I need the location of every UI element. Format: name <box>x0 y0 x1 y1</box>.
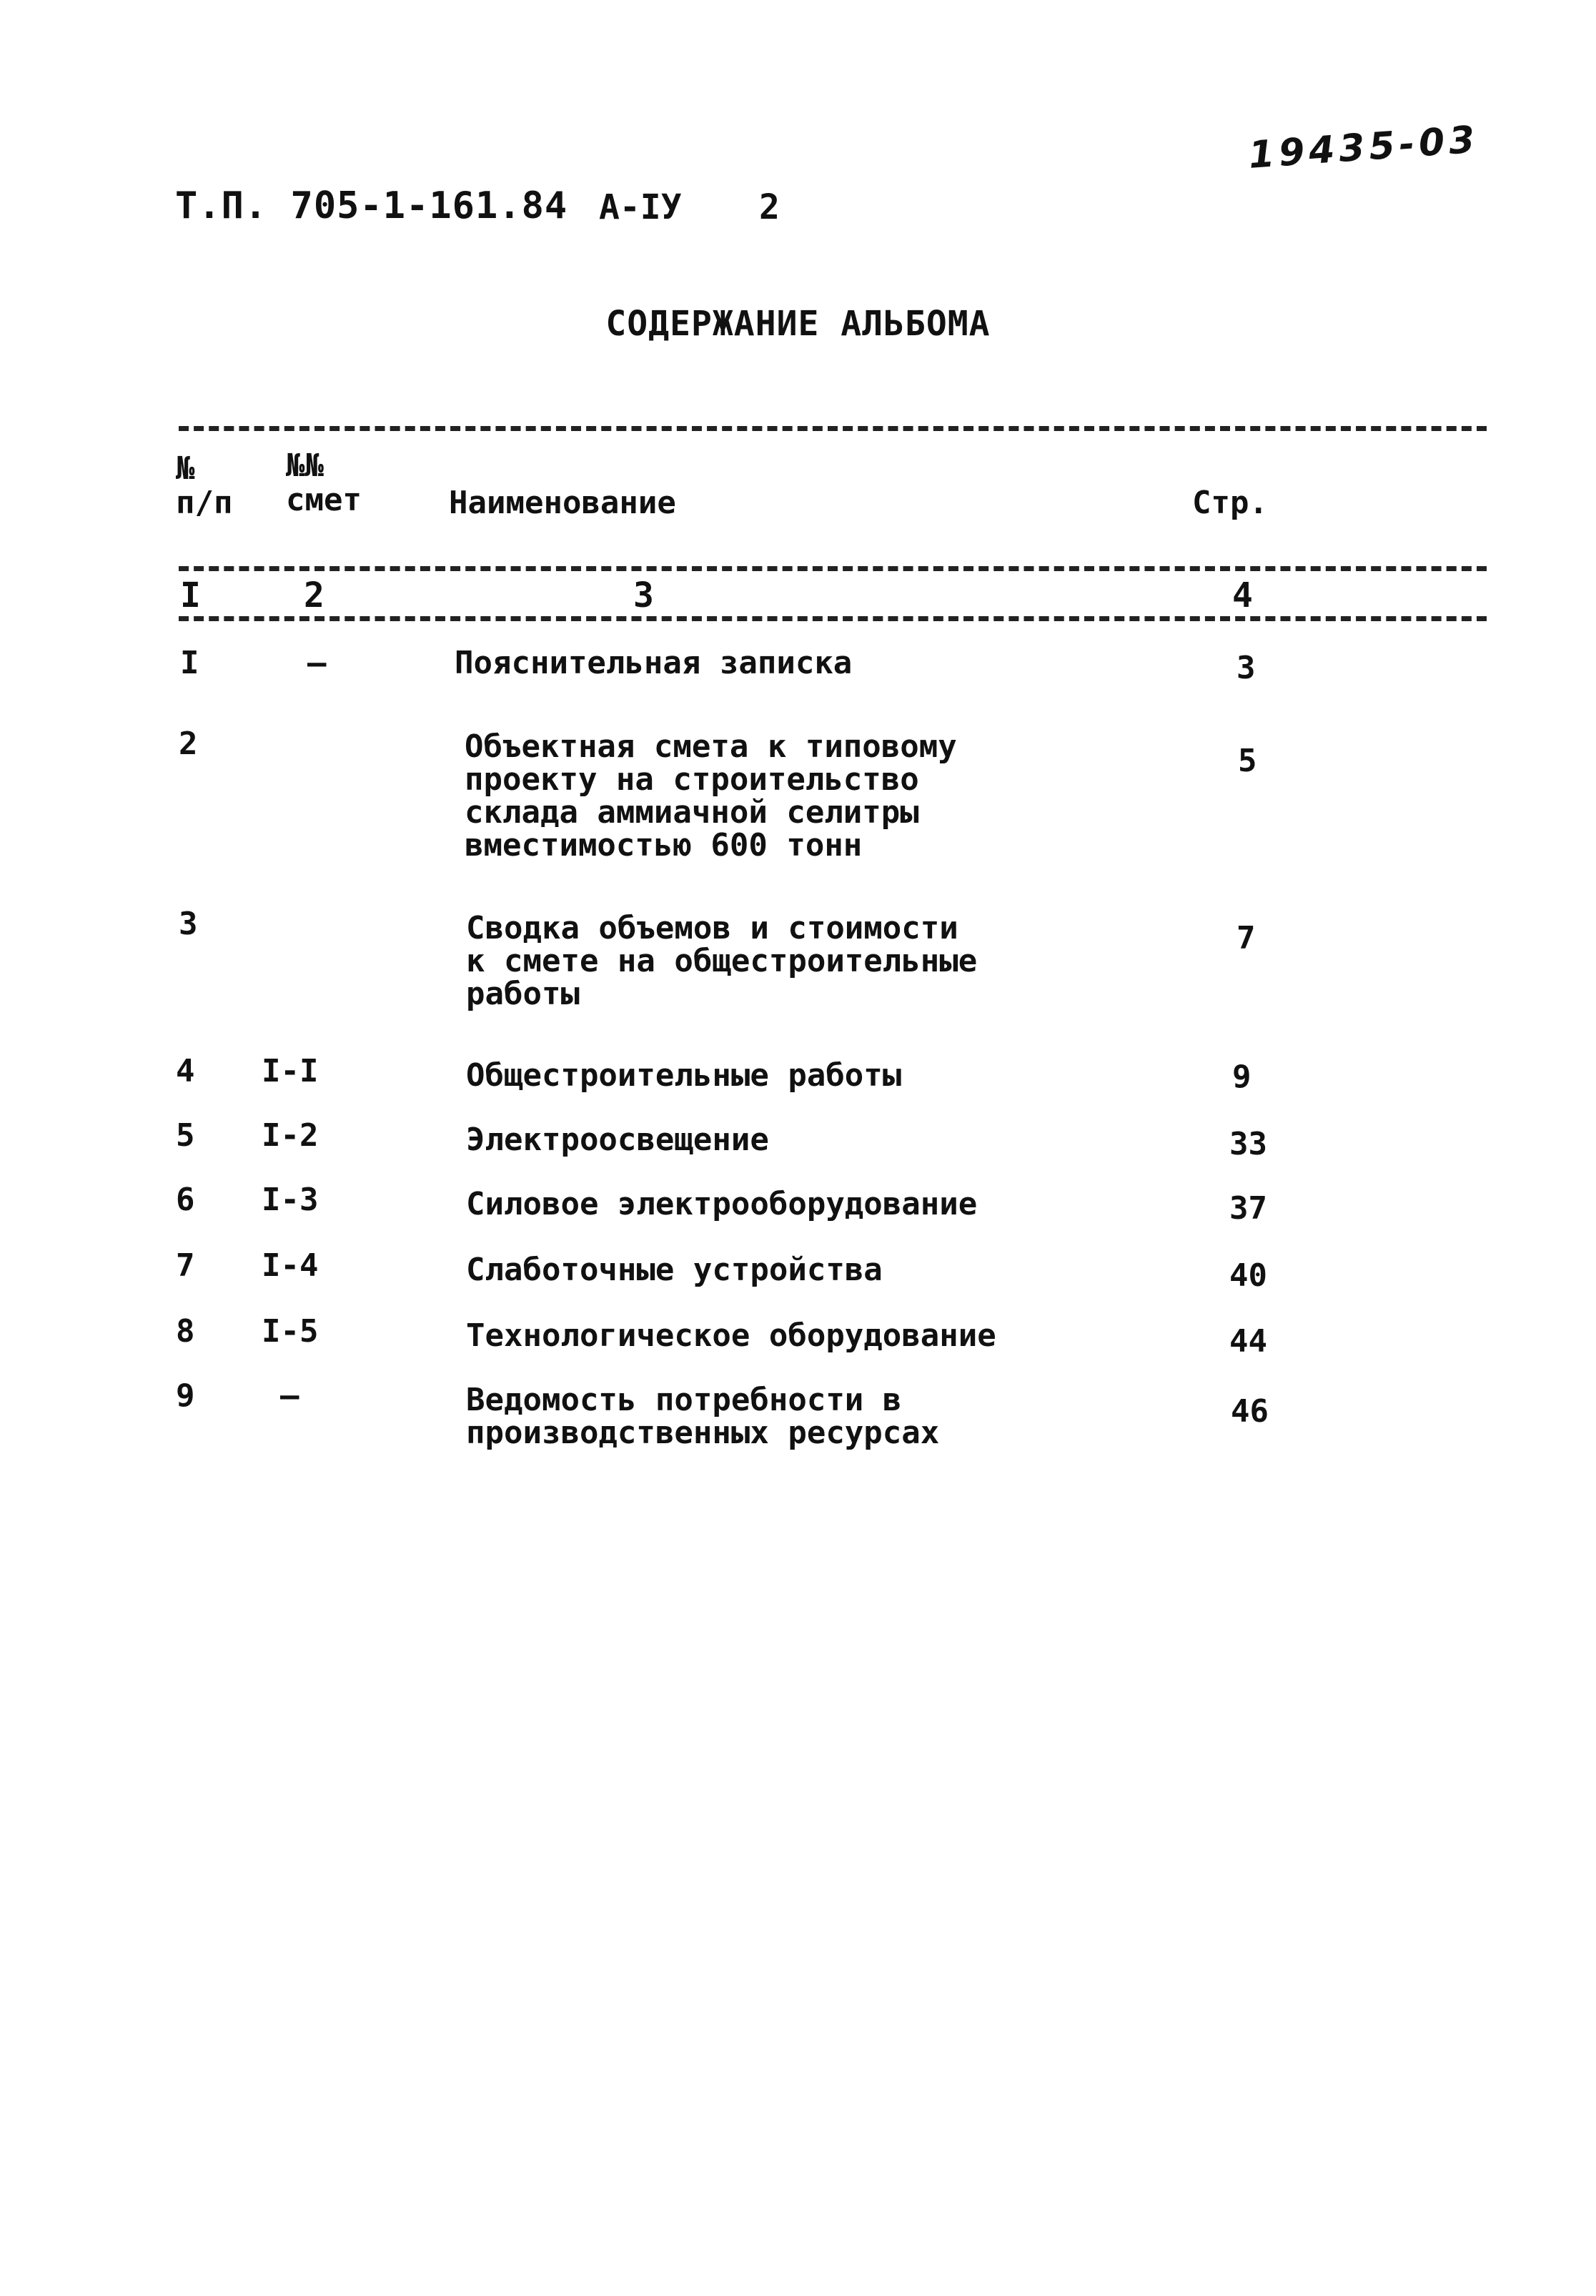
row-number: 2 <box>179 726 198 762</box>
album-number: А-IУ <box>599 187 682 227</box>
column-header-estimate: №№ смет <box>286 447 362 518</box>
column-header-name: Наименование <box>449 485 676 521</box>
row-number: 6 <box>176 1182 195 1218</box>
row-page: 5 <box>1238 743 1257 779</box>
column-number: 4 <box>1232 575 1253 615</box>
column-number: I <box>180 575 201 615</box>
column-number: 3 <box>633 575 654 615</box>
column-header-num: № п/п <box>176 450 233 521</box>
row-name: Пояснительная записка <box>455 645 853 681</box>
row-name: Силовое электрооборудование <box>466 1186 978 1222</box>
row-estimate: I-3 <box>262 1182 319 1218</box>
row-number: 8 <box>176 1313 195 1350</box>
row-estimate: I-4 <box>262 1247 319 1284</box>
row-name: Технологическое оборудование <box>466 1317 996 1354</box>
table-top-rule <box>179 426 1487 431</box>
row-page: 40 <box>1229 1257 1267 1294</box>
row-page: 33 <box>1229 1126 1267 1162</box>
row-estimate: I-2 <box>262 1117 319 1154</box>
page-title: СОДЕРЖАНИЕ АЛЬБОМА <box>605 304 991 344</box>
row-number: 7 <box>176 1247 195 1284</box>
row-page: 37 <box>1229 1190 1267 1227</box>
column-header-page: Стр. <box>1192 485 1268 521</box>
row-page: 7 <box>1236 920 1256 956</box>
column-number-rule <box>179 616 1487 621</box>
archive-stamp-number: 19435-03 <box>1247 118 1481 177</box>
row-name: Сводка объемов и стоимости к смете на общестроительные работы <box>466 910 978 1012</box>
row-page: 44 <box>1229 1323 1267 1360</box>
sheet-number: 2 <box>759 187 780 227</box>
row-name: Объектная смета к типовому проекту на строительство склада аммиачной селитры вместимостью 600 тонн <box>465 728 957 864</box>
column-number: 2 <box>304 575 324 615</box>
row-page: 3 <box>1236 650 1256 686</box>
row-number: 9 <box>176 1377 195 1414</box>
row-name: Общестроительные работы <box>466 1057 902 1094</box>
header-bottom-rule <box>179 566 1487 571</box>
project-code: Т.П. 705-1-161.84 <box>175 184 568 227</box>
row-page: 46 <box>1231 1393 1269 1430</box>
row-number: I <box>180 645 199 681</box>
row-number: 5 <box>176 1117 195 1154</box>
row-name: Электроосвещение <box>466 1122 769 1158</box>
row-number: 4 <box>176 1053 195 1089</box>
row-name: Слаботочные устройства <box>466 1252 883 1288</box>
row-estimate: – <box>307 645 327 681</box>
row-estimate: I-5 <box>262 1313 319 1350</box>
row-name: Ведомость потребности в производственных ресурсах <box>466 1382 940 1451</box>
row-number: 3 <box>179 906 198 942</box>
row-page: 9 <box>1232 1059 1251 1095</box>
row-estimate: I-I <box>262 1053 319 1089</box>
row-estimate: – <box>280 1377 299 1414</box>
